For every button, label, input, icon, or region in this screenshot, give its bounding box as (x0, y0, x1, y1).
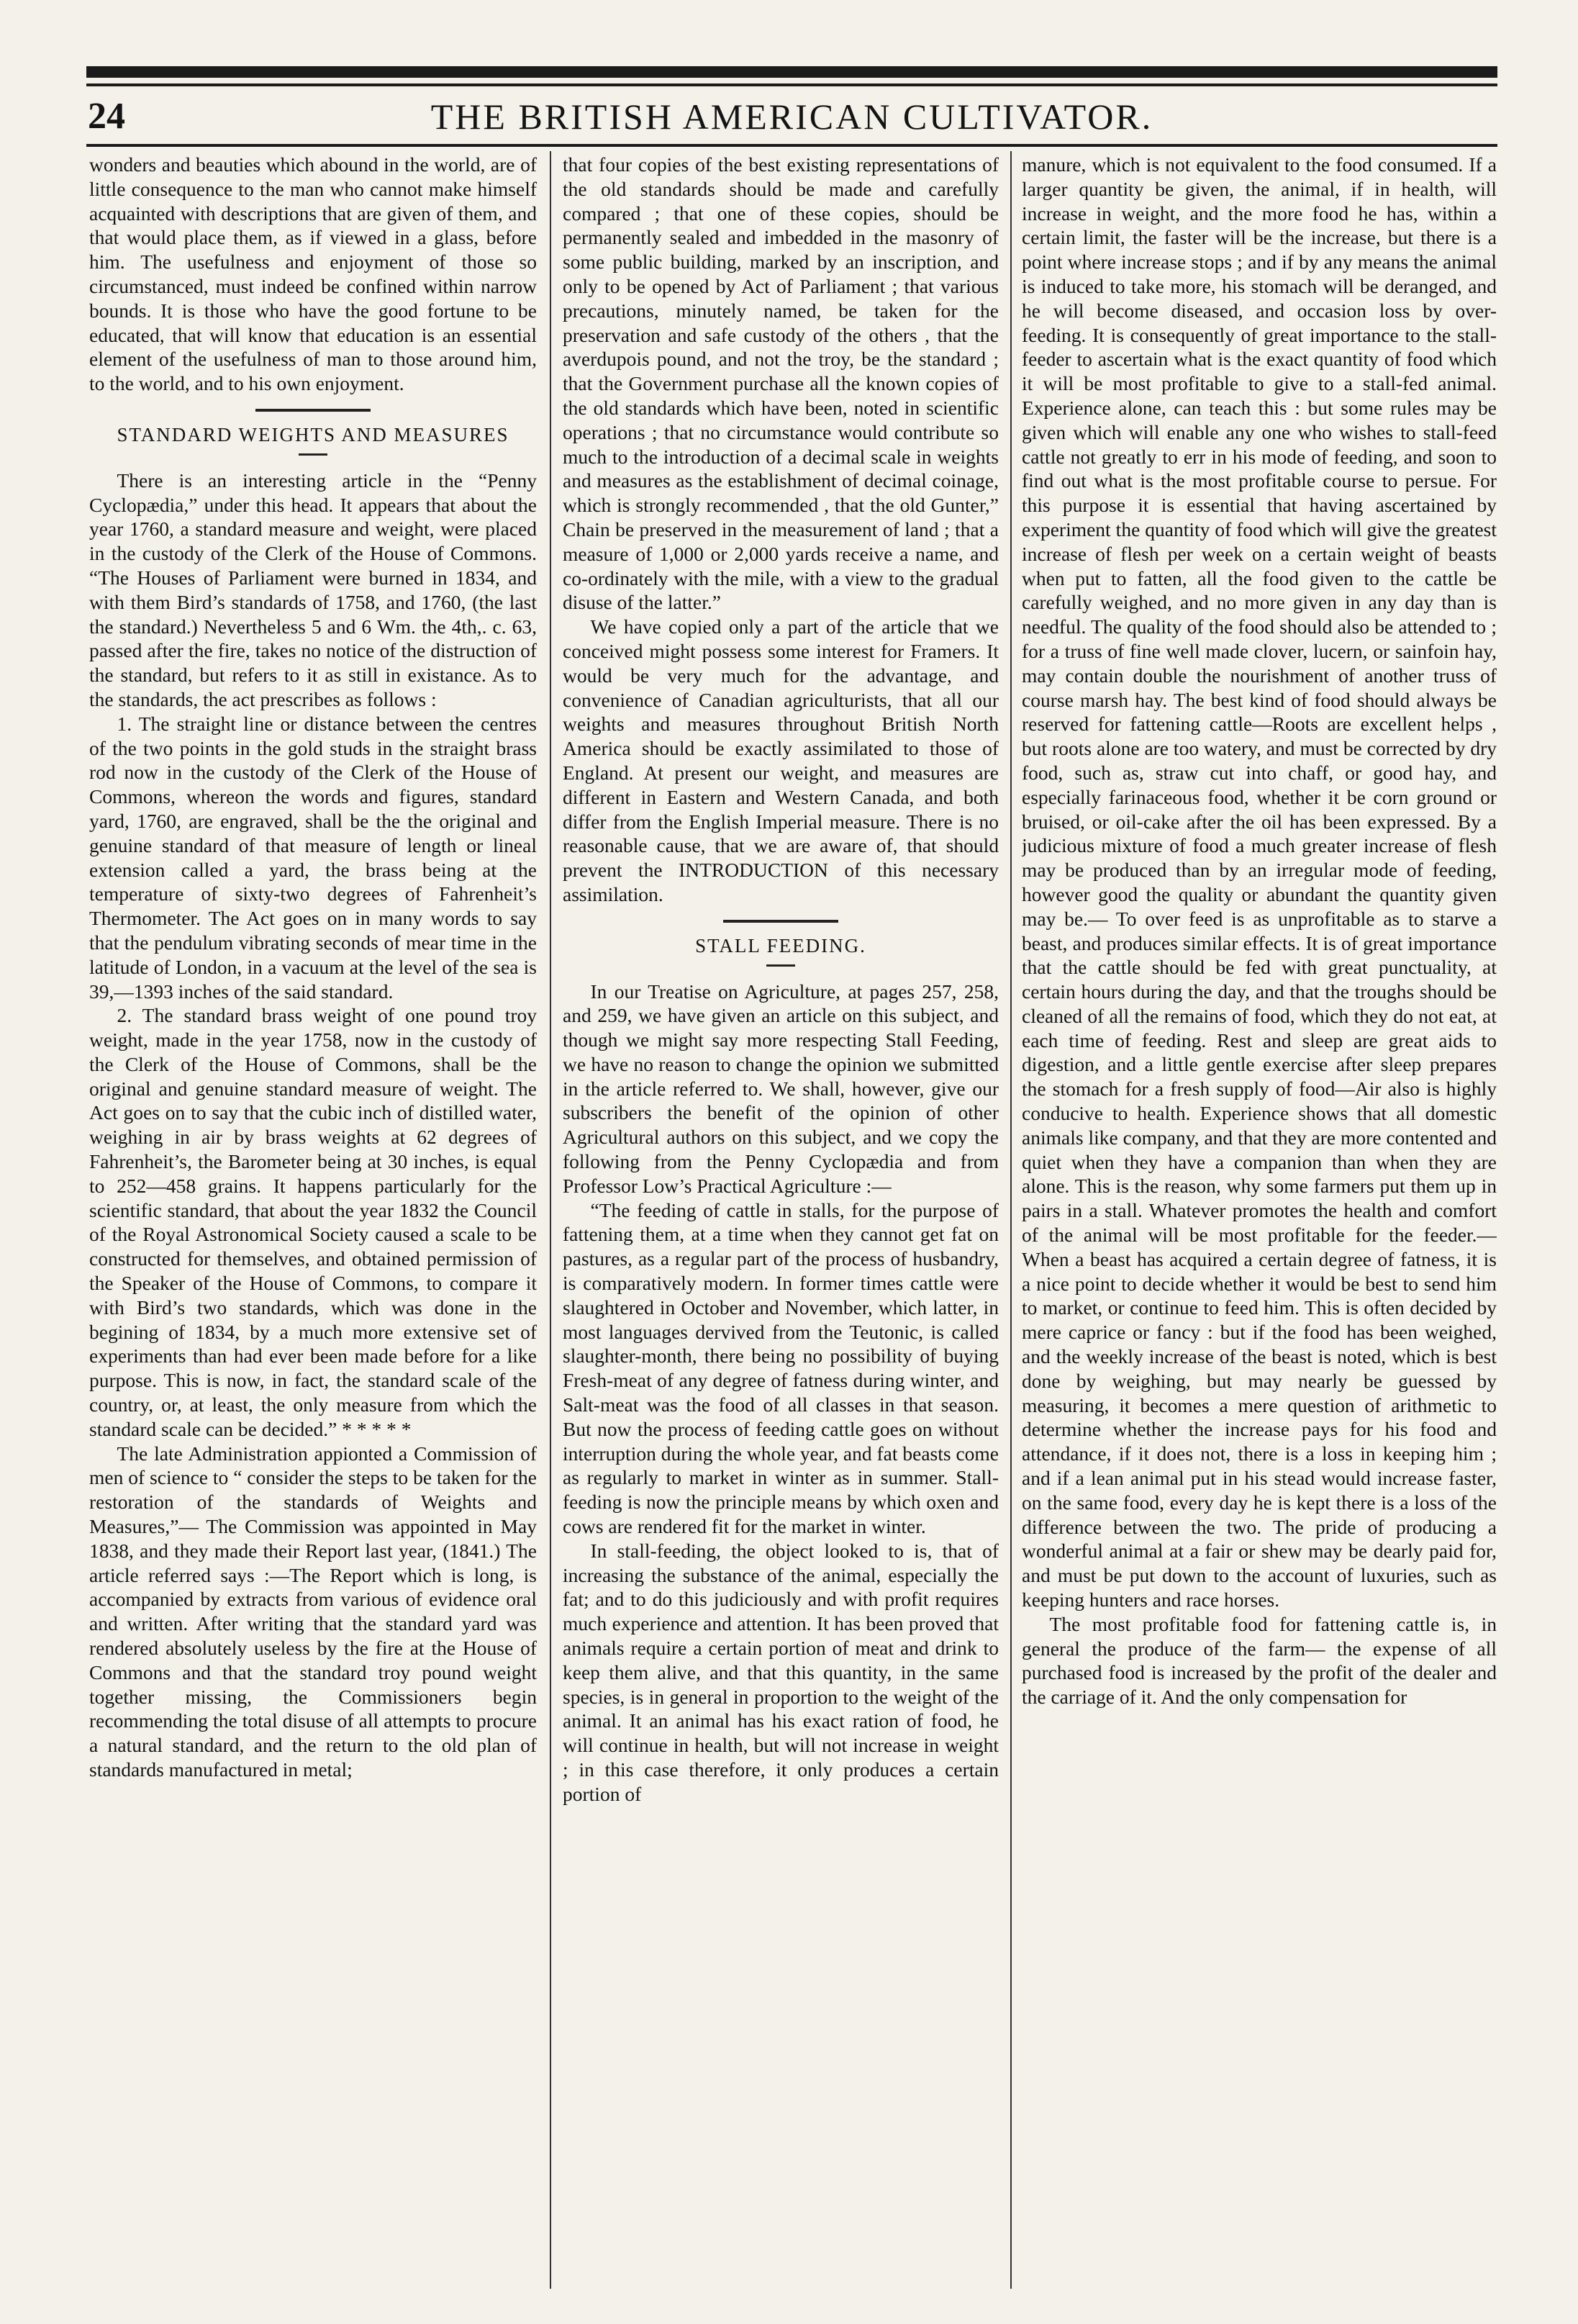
column-rule-2 (1010, 151, 1012, 2289)
paragraph: There is an interesting article in the “Penny Cyclopædia,” under this head. It appears that about the year 1760, a standard measure and weight, were placed in the custody of the Clerk of the House of Commons. “The Houses of Parliament were burned in 1834, and with them Bird’s standards of 1758, and 1760, (the last the standard.) Nevertheless 5 and 6 Wm. the 4th,. c. 63, passed after the fire, takes no notice of the distruction of the standard, but refers to it as still in existance. As to the standards, the act prescribes as follows : (89, 469, 537, 710)
header-rule (86, 144, 1497, 147)
paragraph: “The feeding of cattle in stalls, for the purpose of fattening them, at a time when they cannot get fat on pastures, as a regular part of the process of husbandry, is comparatively modern. In former times cattle were slaughtered in October and November, which latter, in most languages dervived from the Teutonic, is called slaughter-month, there being no possibility of buying Fresh-meat of any degree of fatness during winter, and Salt-meat was the food of all classes in that season. But now the process of feeding cattle goes on without interruption during the whole year, and fat beasts come as regularly to market in winter as in summer. Stall-feeding is now the principle means by which oxen and cows are rendered fit for the market in winter. (563, 1198, 999, 1538)
paragraph: In our Treatise on Agriculture, at pages 257, 258, and 259, we have given an article on this subject, and though we might say more respecting Stall Feeding, we have no reason to change the opinion we submitted in the article referred to. We shall, however, give our subscribers the benefit of the opinion of other Agricultural authors on this subject, and we copy the following from the Penny Cyclopædia and from Professor Low’s Practical Agriculture :— (563, 980, 999, 1197)
paragraph: The most profitable food for fattening cattle is, in general the produce of the farm— the expense of all purchased food is increased by the profit of the dealer and the carriage of it. And the only compensation for (1022, 1612, 1497, 1709)
column-2 (563, 153, 999, 2300)
paragraph: that four copies of the best existing representations of the old standards should be made and carefully compared ; that one of these copies, should be permanently sealed and imbedded in the masonry of some public building, marked by an inscription, and only to be opened by Act of Parliament ; that various precautions, minutely named, be taken for the preservation and safe custody of the others , that the averdupois pound, and not the troy, be the standard ; that the Government purchase all the known copies of the old standards which have been, noted in scientific operations ; that no circumstance would contribute so much to the introduction of a decimal scale in weights and measures as the establishment of decimal coinage, which is strongly recommended , that the old Gunter,” Chain be preserved in the measurement of land ; that a measure of 1,000 or 2,000 yards receive a name, and co-ordinately with the mile, with a view to the gradual disuse of the latter.” (563, 153, 999, 614)
paragraph: wonders and beauties which abound in the world, are of little consequence to the man who cannot make himself acquainted with descriptions that are given of them, and that would place them, as if viewed in a glass, before him. The usefulness and enjoyment of those so circumstanced, must indeed be confined within narrow bounds. It is those who have the good fortune to be educated, that will know that education is an essential element of the usefulness of man to those around him, to the world, and to his own enjoyment. (89, 153, 537, 395)
paragraph: We have copied only a part of the article that we conceived might possess some interest for Framers. It would be very much for the advantage, and convenience of Canadian agriculturists, that all our weights and measures throughout British North America should be exactly assimilated to those of England. At present our weight, and measures are different in Eastern and Western Canada, and both differ from the English Imperial measure. There is no reasonable cause, that we are aware of, that should prevent the INTRODUCTION of this necessary assimilation. (563, 615, 999, 905)
section-separator (723, 920, 838, 923)
paragraph: manure, which is not equivalent to the food consumed. If a larger quantity be given, the animal, if in health, will increase in weight, and the more food he has, within a certain limit, the faster will be the increase, but there is a point where increase stops ; and if by any means the animal is induced to take more, his stomach will be deranged, and he will become diseased, and occasion loss by over-feeding. It is consequently of great importance to the stall-feeder to ascertain what is the exact quantity of food which it will be most profitable to give to a stall-fed animal. Experience alone, can teach this : but some rules may be given which will enable any one who wishes to stall-feed cattle not greatly to err in his mode of feeding, and soon to find out what is the most profitable course to persue. For this purpose it is essential that having ascertained by experiment the quantity of food which will give the greatest increase of flesh per week on a certain weight of beasts when put to fatten, all the food given to the cattle be carefully weighed, and no more given in any day than is needful. The quality of the food should also be attended to ; for a truss of fine well made clover, lucern, or sainfoin hay, may contain double the nourishment of another truss of course marsh hay. The best kind of food should always be reserved for fattening cattle—Roots are excellent helps , but roots alone are too watery, and must be corrected by dry food, such as, straw cut into chaff, or good hay, and especially farinaceous food, whether it be corn ground or bruised, or oil-cake after the oil has been expressed. By a judicious mixture of food a much greater increase of flesh may be produced than by an irregular mode of feeding, however good the quality or abundant the quantity given may be.— To over feed is as unprofitable as to starve a beast, and produces similar effects. It is of great importance that the cattle should be fed with great punctuality, at certain hours during the day, and that the troughs should be cleaned of all the remains of food, which they do not eat, at each time of feeding. Rest and sleep are great aids to digestion, and a little gentle exercise after sleep prepares the stomach for a fresh supply of food—Air also is highly conducive to health. Experience shows that all domestic animals like company, and that they are more contented and quiet when they have a companion than when they are alone. This is the reason, why some farmers put them up in pairs in a stall. Whatever promotes the health and comfort of the animal will be most profitable for the feeder.— When a beast has acquired a certain degree of fatness, it is a nice point to decide whether it would be best to send him to market, or continue to feed him. This is often decided by mere caprice or fancy : but if the food has been weighed, and the weekly increase of the beast is noted, which is best done by weighing, but may nearly be guessed by measuring, it becomes a mere question of arithmetic to determine whether the increase pays for his food and attendance, if it does not, there is a loss in keeping him ; and if a lean animal put in his stead would increase faster, on the same food, every day he is kept there is a loss of the difference between the two. The pride of producing a wonderful animal at a fair or shew may be dearly paid for, and must be put down to the account of luxuries, such as keeping hunters and race horses. (1022, 153, 1497, 1611)
paragraph: The late Administration appionted a Commission of men of science to “ consider the steps to be taken for the restoration of the standards of Weights and Measures,”— The Commission was appointed in May 1838, and they made their Report last year, (1841.) The article referred says :—The Report which is long, is accompanied by extracts from various of evidence oral and written. After writing that the standard yard was rendered absolutely useless by the fire at the House of Commons and that the standard troy pound weight together missing, the Commissioners begin recommending the total disuse of all attempts to procure a natural standard, and the return to the old plan of standards manufactured in metal; (89, 1442, 537, 1781)
heading-dash (299, 453, 327, 456)
column-1 (89, 153, 537, 2300)
heading-dash (766, 964, 795, 967)
page-header (86, 91, 1497, 143)
page-number: 24 (88, 96, 125, 137)
paragraph: In stall-feeding, the object looked to is, that of increasing the substance of the animal, especially the fat; and to do this judiciously and with profit requires much experience and attention. It has been proved that animals require a certain portion of meat and drink to keep them alive, and that this quantity, in the same species, is in general in proportion to the weight of the animal. It an animal has his exact ration of food, he will continue in health, but will not increase in weight ; in this case therefore, it only produces a certain portion of (563, 1539, 999, 1805)
top-border-rule-thin (86, 83, 1497, 86)
section-heading: STANDARD WEIGHTS AND MEASURES (117, 423, 509, 446)
journal-title: THE BRITISH AMERICAN CULTIVATOR. (430, 96, 1153, 137)
column-3 (1022, 153, 1497, 2300)
column-rule-1 (550, 151, 551, 2289)
section-separator (255, 409, 371, 412)
section-heading: STALL FEEDING. (695, 934, 866, 957)
top-border-rule (86, 66, 1497, 78)
paragraph: 1. The straight line or distance between the centres of the two points in the gold studs in the straight brass rod now in the custody of the Clerk of the House of Commons, whereon the words and figures, standard yard, 1760, are engraved, shall be the the original and genuine standard of that measure of length or lineal extension called a yard, the brass being at the temperature of sixty-two degrees of Fahrenheit’s Thermometer. The Act goes on in many words to say that the pendulum vibrating seconds of mear time in the latitude of London, in a vacuum at the level of the sea is 39,—1393 inches of the said standard. (89, 712, 537, 1003)
paragraph: 2. The standard brass weight of one pound troy weight, made in the year 1758, now in the custody of the Clerk of the House of Commons, shall be the original and genuine standard measure of weight. The Act goes on to say that the cubic inch of distilled water, weighing in air by brass weights at 62 degrees of Fahrenheit’s, the Barometer being at 30 inches, is equal to 252—458 grains. It happens particularly for the scientific standard, that about the year 1832 the Council of the Royal Astronomical Society caused a scale to be constructed for themselves, and obtained permission of the Speaker of the House of Commons, to compare it with Bird’s two standards, which was done in the begining of 1834, by a much more extensive set of experiments than had ever been made before for a like purpose. This is now, in fact, the standard scale of the country, or, at least, the only measure from which the standard scale can be decided.” * * * * * (89, 1004, 537, 1440)
